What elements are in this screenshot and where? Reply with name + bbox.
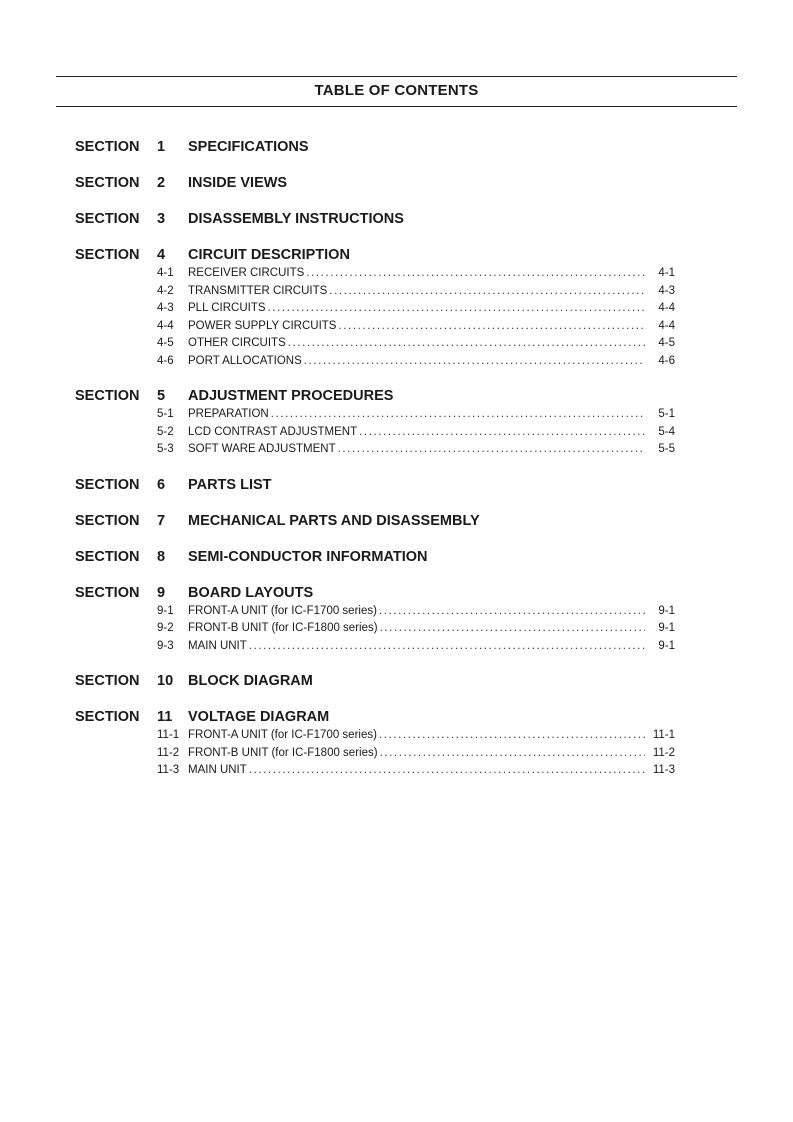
entry-title: POWER SUPPLY CIRCUITS [188,319,337,332]
section-number: 8 [157,548,166,565]
entry-number: 9-1 [157,604,174,617]
section-number: 2 [157,175,166,191]
entry-page-number: 4-4 [658,319,675,332]
section-label: SECTION [75,548,140,565]
section-number: 11 [157,709,173,725]
section-number: 4 [157,247,166,263]
entry-title: FRONT-B UNIT (for IC-F1800 series) [188,622,378,634]
entry-page-number: 5-5 [658,443,675,455]
toc-section [75,709,675,782]
dot-leader [249,764,645,776]
section-label: SECTION [75,584,140,601]
dot-leader [306,267,645,279]
entry-title: FRONT-A UNIT (for IC-F1700 series) [188,729,377,741]
entry-number: 11-3 [157,764,180,776]
toc-section [75,477,675,497]
toc-entry[interactable] [75,640,675,658]
toc-entry[interactable] [75,408,675,426]
dot-leader [268,302,645,314]
section-heading[interactable] [75,673,675,693]
section-number: 1 [157,139,166,155]
section-title: BLOCK DIAGRAM [188,673,313,689]
entry-number: 11-1 [157,729,180,741]
entry-page-number: 11-2 [652,746,675,759]
section-title: ADJUSTMENT PROCEDURES [188,388,394,404]
section-heading[interactable] [75,549,675,569]
page-title: TABLE OF CONTENTS [314,82,479,99]
section-heading[interactable] [75,585,675,605]
section-label: SECTION [75,211,140,227]
entry-title: PLL CIRCUITS [188,302,266,314]
section-number: 3 [157,211,166,227]
entry-number: 9-2 [157,622,174,634]
dot-leader [329,285,645,297]
entry-title: OTHER CIRCUITS [188,337,286,349]
entry-page-number: 5-4 [658,425,675,438]
dot-leader [380,747,645,759]
entry-page-number: 4-3 [658,284,675,297]
entry-page-number: 9-1 [658,604,675,617]
entry-title: FRONT-A UNIT (for IC-F1700 series) [188,604,377,617]
section-number: 6 [157,476,166,493]
toc-section [75,247,675,372]
toc-section [75,549,675,569]
entry-title: PORT ALLOCATIONS [188,354,302,367]
entry-number: 4-1 [157,267,174,279]
section-heading[interactable] [75,175,675,195]
toc-section [75,585,675,658]
toc-entry[interactable] [75,747,675,765]
entry-page-number: 11-1 [652,729,675,741]
section-heading[interactable] [75,477,675,497]
section-label: SECTION [75,512,140,529]
section-title: DISASSEMBLY INSTRUCTIONS [188,211,404,227]
toc-section [75,388,675,461]
section-heading[interactable] [75,211,675,231]
section-label: SECTION [75,139,140,155]
title-underline-rule [56,106,737,107]
section-heading[interactable] [75,139,675,159]
toc-entry[interactable] [75,729,675,747]
subsection-list [75,408,675,461]
toc-section [75,673,675,693]
entry-number: 4-4 [157,319,174,332]
section-title: SEMI-CONDUCTOR INFORMATION [188,548,428,565]
entry-title: SOFT WARE ADJUSTMENT [188,443,336,455]
section-title: VOLTAGE DIAGRAM [188,709,330,725]
top-rule [56,76,737,77]
entry-page-number: 4-4 [658,302,675,314]
section-title: PARTS LIST [188,476,272,493]
section-title: MECHANICAL PARTS AND DISASSEMBLY [188,512,480,529]
entry-title: FRONT-B UNIT (for IC-F1800 series) [188,746,378,759]
dot-leader [380,622,645,634]
entry-number: 4-6 [157,354,174,367]
section-heading[interactable] [75,388,675,408]
section-label: SECTION [75,388,140,404]
entry-title: PREPARATION [188,408,269,420]
toc-entry[interactable] [75,320,675,338]
entry-page-number: 4-1 [658,267,675,279]
entry-title: RECEIVER CIRCUITS [188,267,305,279]
dot-leader [288,337,645,349]
entry-number: 11-2 [157,746,180,759]
section-title: CIRCUIT DESCRIPTION [188,247,350,263]
dot-leader [338,320,645,332]
entry-title: TRANSMITTER CIRCUITS [188,284,328,297]
dot-leader [359,426,645,438]
entry-title: MAIN UNIT [188,764,247,776]
toc-entry[interactable] [75,267,675,285]
toc-section [75,211,675,231]
section-label: SECTION [75,709,140,725]
dot-leader [379,729,645,741]
toc-section [75,139,675,159]
section-number: 5 [157,388,166,404]
entry-number: 4-3 [157,302,174,314]
entry-page-number: 9-1 [658,622,675,634]
dot-leader [249,640,645,652]
entry-number: 4-5 [157,337,174,349]
dot-leader [338,443,645,455]
entry-page-number: 9-1 [658,639,675,652]
section-heading[interactable] [75,709,675,729]
toc-entry[interactable] [75,764,675,782]
toc-entry[interactable] [75,426,675,444]
dot-leader [379,605,645,617]
toc-entry[interactable] [75,622,675,640]
entry-title: MAIN UNIT [188,639,247,652]
dot-leader [271,408,645,420]
entry-number: 5-1 [157,408,174,420]
entry-title: LCD CONTRAST ADJUSTMENT [188,425,358,438]
dot-leader [304,355,645,367]
toc-entry[interactable] [75,302,675,320]
section-label: SECTION [75,673,140,689]
entry-page-number: 4-5 [658,337,675,349]
section-label: SECTION [75,476,140,493]
toc-section [75,513,675,533]
subsection-list [75,605,675,658]
subsection-list [75,267,675,372]
toc-entry[interactable] [75,443,675,461]
section-number: 10 [157,673,174,689]
section-label: SECTION [75,175,140,191]
entry-page-number: 11-3 [652,764,675,776]
entry-number: 4-2 [157,284,174,297]
toc-entry[interactable] [75,605,675,623]
section-heading[interactable] [75,513,675,533]
toc-entry[interactable] [75,337,675,355]
toc-section [75,175,675,195]
section-number: 7 [157,512,166,529]
subsection-list [75,729,675,782]
section-number: 9 [157,584,166,601]
section-title: BOARD LAYOUTS [188,584,314,601]
entry-number: 5-3 [157,443,174,455]
entry-page-number: 5-1 [658,408,675,420]
toc-entry[interactable] [75,285,675,303]
toc-entry[interactable] [75,355,675,373]
entry-number: 5-2 [157,425,174,438]
table-of-contents [75,139,675,798]
section-label: SECTION [75,247,140,263]
section-title: SPECIFICATIONS [188,139,309,155]
section-heading[interactable] [75,247,675,267]
entry-number: 9-3 [157,639,174,652]
entry-page-number: 4-6 [658,354,675,367]
section-title: INSIDE VIEWS [188,175,288,191]
